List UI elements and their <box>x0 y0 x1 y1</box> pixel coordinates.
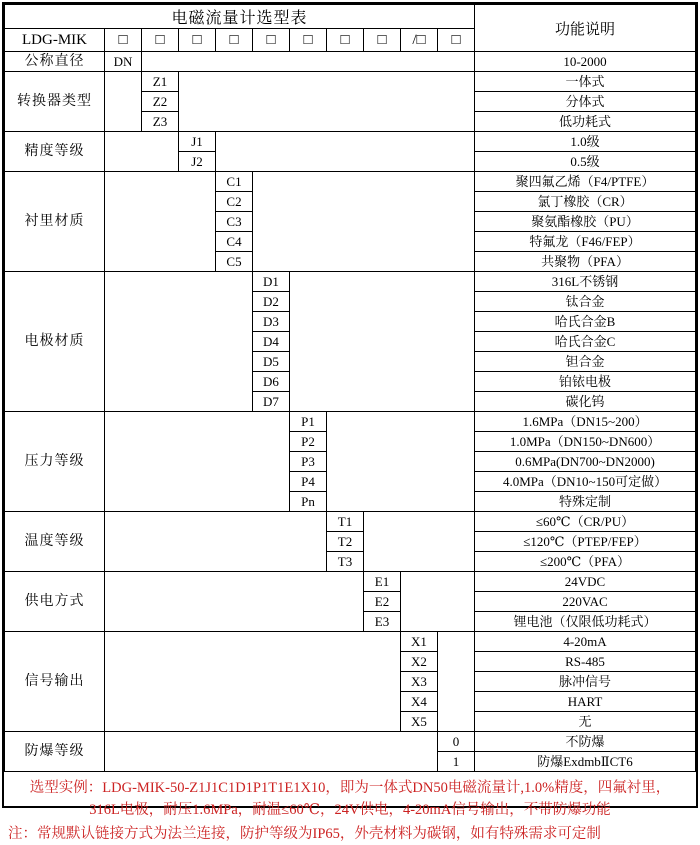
code-cell: X1 <box>401 632 438 652</box>
model-slot-box: □ <box>142 29 179 52</box>
spacer-cell <box>105 272 253 412</box>
code-cell: X3 <box>401 672 438 692</box>
code-cell: D2 <box>253 292 290 312</box>
spacer-cell <box>364 512 475 572</box>
model-slot-box: □ <box>216 29 253 52</box>
code-cell: Z3 <box>142 112 179 132</box>
description-cell: 碳化钨 <box>475 392 696 412</box>
spacer-cell <box>105 572 364 632</box>
code-cell: P4 <box>290 472 327 492</box>
spacer-cell <box>105 72 142 132</box>
function-column-header: 功能说明 <box>475 5 696 52</box>
spacer-cell <box>142 52 475 72</box>
spacer-cell <box>401 572 475 632</box>
selection-table-container <box>2 2 698 842</box>
description-cell: 钽合金 <box>475 352 696 372</box>
model-slot-box: □ <box>327 29 364 52</box>
code-cell: Z1 <box>142 72 179 92</box>
description-cell: 不防爆 <box>475 732 696 752</box>
section-label: 防爆等级 <box>5 732 105 772</box>
section-label: 衬里材质 <box>5 172 105 272</box>
code-cell: Z2 <box>142 92 179 112</box>
code-cell: T2 <box>327 532 364 552</box>
description-cell: 1.0MPa（DN150~DN600） <box>475 432 696 452</box>
spacer-cell <box>290 272 475 412</box>
code-cell: E2 <box>364 592 401 612</box>
section-label: 电极材质 <box>5 272 105 412</box>
model-slot-box: □ <box>253 29 290 52</box>
description-cell: 1.6MPa（DN15~200） <box>475 412 696 432</box>
description-cell: 316L不锈钢 <box>475 272 696 292</box>
code-cell: X5 <box>401 712 438 732</box>
spacer-cell <box>105 132 179 172</box>
default-config-note: 注：常规默认链接方式为法兰连接，防护等级为IP65，外壳材料为碳钢，如有特殊需求可定制 <box>8 826 601 842</box>
model-slot-box: □ <box>290 29 327 52</box>
code-cell: C1 <box>216 172 253 192</box>
code-cell: C5 <box>216 252 253 272</box>
model-slot-box: □ <box>179 29 216 52</box>
spacer-cell <box>105 412 290 512</box>
description-cell: 4-20mA <box>475 632 696 652</box>
model-prefix: LDG-MIK <box>5 29 105 52</box>
section-label: 精度等级 <box>5 132 105 172</box>
code-cell: E3 <box>364 612 401 632</box>
description-cell: 氯丁橡胶（CR） <box>475 192 696 212</box>
spacer-cell <box>327 412 475 512</box>
description-cell: 聚四氟乙烯（F4/PTFE） <box>475 172 696 192</box>
model-slot-box: □ <box>105 29 142 52</box>
spacer-cell <box>253 172 475 272</box>
description-cell: 哈氏合金B <box>475 312 696 332</box>
description-cell: 24VDC <box>475 572 696 592</box>
section-label: 供电方式 <box>5 572 105 632</box>
code-cell: E1 <box>364 572 401 592</box>
description-cell: 脉冲信号 <box>475 672 696 692</box>
code-cell: D5 <box>253 352 290 372</box>
model-slot-box: □ <box>438 29 475 52</box>
description-cell: ≤200℃（PFA） <box>475 552 696 572</box>
section-label: 信号输出 <box>5 632 105 732</box>
code-cell: D3 <box>253 312 290 332</box>
description-cell: 4.0MPa（DN10~150可定做） <box>475 472 696 492</box>
model-slot-box: /□ <box>401 29 438 52</box>
description-cell: 铂铱电极 <box>475 372 696 392</box>
description-cell: 特氟龙（F46/FEP） <box>475 232 696 252</box>
description-cell: 1.0级 <box>475 132 696 152</box>
code-cell: Pn <box>290 492 327 512</box>
code-cell: J2 <box>179 152 216 172</box>
selection-table <box>4 4 696 772</box>
code-cell: D6 <box>253 372 290 392</box>
description-cell: 低功耗式 <box>475 112 696 132</box>
code-cell: D1 <box>253 272 290 292</box>
spacer-cell <box>438 632 475 732</box>
spacer-cell <box>105 632 401 732</box>
code-cell: C3 <box>216 212 253 232</box>
description-cell: 220VAC <box>475 592 696 612</box>
code-cell: D7 <box>253 392 290 412</box>
description-cell: 哈氏合金C <box>475 332 696 352</box>
description-cell: 分体式 <box>475 92 696 112</box>
notes-area <box>4 772 696 845</box>
section-label: 压力等级 <box>5 412 105 512</box>
code-cell: T3 <box>327 552 364 572</box>
code-cell: X2 <box>401 652 438 672</box>
code-cell: P1 <box>290 412 327 432</box>
description-cell: HART <box>475 692 696 712</box>
description-cell: 10-2000 <box>475 52 696 72</box>
description-cell: 0.6MPa(DN700~DN2000) <box>475 452 696 472</box>
code-cell: 0 <box>438 732 475 752</box>
description-cell: 特殊定制 <box>475 492 696 512</box>
description-cell: 共聚物（PFA） <box>475 252 696 272</box>
code-cell: X4 <box>401 692 438 712</box>
spacer-cell <box>105 172 216 272</box>
description-cell: 无 <box>475 712 696 732</box>
code-cell: J1 <box>179 132 216 152</box>
code-cell: P2 <box>290 432 327 452</box>
description-cell: 防爆ExdmbⅡCT6 <box>475 752 696 772</box>
description-cell: 钛合金 <box>475 292 696 312</box>
code-cell: P3 <box>290 452 327 472</box>
selection-example-note: 选型实例：LDG-MIK-50-Z1J1C1D1P1T1E1X10，即为一体式DN50电磁流量计,1.0%精度，四氟衬里，316L电极，耐压1.6MPa，耐温≤60℃，24V供电，4-20mA信号输出，不带防爆功能 <box>29 780 671 818</box>
code-cell: C2 <box>216 192 253 212</box>
description-cell: 一体式 <box>475 72 696 92</box>
code-cell: T1 <box>327 512 364 532</box>
section-label: 温度等级 <box>5 512 105 572</box>
code-cell: D4 <box>253 332 290 352</box>
table-title: 电磁流量计选型表 <box>5 5 475 29</box>
code-cell: 1 <box>438 752 475 772</box>
spacer-cell <box>216 132 475 172</box>
spacer-cell <box>105 512 327 572</box>
code-cell: C4 <box>216 232 253 252</box>
section-label: 公称直径 <box>5 52 105 72</box>
description-cell: RS-485 <box>475 652 696 672</box>
description-cell: 锂电池（仅限低功耗式） <box>475 612 696 632</box>
description-cell: 聚氨酯橡胶（PU） <box>475 212 696 232</box>
description-cell: ≤120℃（PTEP/FEP） <box>475 532 696 552</box>
spacer-cell <box>179 72 475 132</box>
spacer-cell <box>105 732 438 772</box>
section-label: 转换器类型 <box>5 72 105 132</box>
model-slot-box: □ <box>364 29 401 52</box>
description-cell: 0.5级 <box>475 152 696 172</box>
code-cell: DN <box>105 52 142 72</box>
description-cell: ≤60℃（CR/PU） <box>475 512 696 532</box>
